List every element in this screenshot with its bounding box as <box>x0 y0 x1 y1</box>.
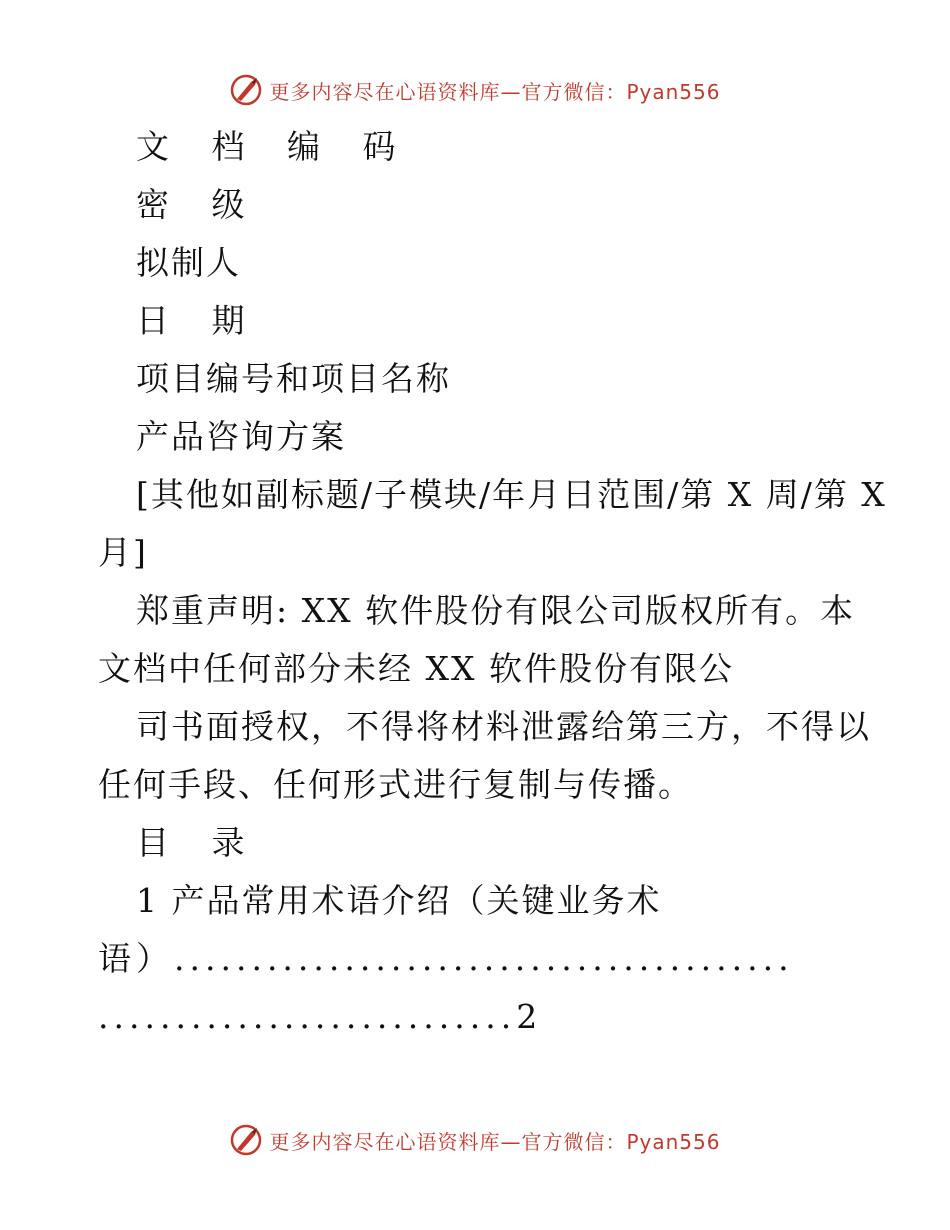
subtitle-line-2: 月] <box>98 533 148 572</box>
footer-watermark-banner <box>0 1120 950 1160</box>
quill-pen-logo-icon <box>229 73 263 107</box>
project-id-name-label: 项目编号和项目名称 <box>136 359 451 398</box>
statement-line-3: 司书面授权，不得将材料泄露给第三方，不得以 <box>136 707 871 746</box>
toc-entry-1-line-3: ...........................2 <box>98 997 543 1036</box>
date-label: 日 期 <box>136 301 261 340</box>
statement-line-1: 郑重声明: XX 软件股份有限公司版权所有。本 <box>136 591 856 630</box>
header-watermark-banner <box>0 70 950 110</box>
document-title: 产品咨询方案 <box>136 417 346 456</box>
header-watermark-text: 更多内容尽在心语资料库—官方微信：Pyan556 <box>269 79 721 104</box>
statement-line-4: 任何手段、任何形式进行复制与传播。 <box>98 765 693 804</box>
toc-heading: 目 录 <box>136 823 261 862</box>
document-body <box>98 118 887 1046</box>
author-label: 拟制人 <box>136 243 241 282</box>
toc-entry-1-line-1: 1 产品常用术语介绍（关键业务术 <box>136 881 662 920</box>
quill-pen-logo-icon <box>229 1123 263 1157</box>
secret-level-label: 密 级 <box>136 185 261 224</box>
doc-code-label: 文 档 编 码 <box>136 127 412 166</box>
toc-entry-1-line-2: 语）........................................ <box>98 939 794 978</box>
statement-line-2: 文档中任何部分未经 XX 软件股份有限公 <box>98 649 734 688</box>
footer-watermark-text: 更多内容尽在心语资料库—官方微信：Pyan556 <box>269 1129 721 1154</box>
subtitle-line-1: [其他如副标题/子模块/年月日范围/第 X 周/第 X <box>136 475 887 514</box>
